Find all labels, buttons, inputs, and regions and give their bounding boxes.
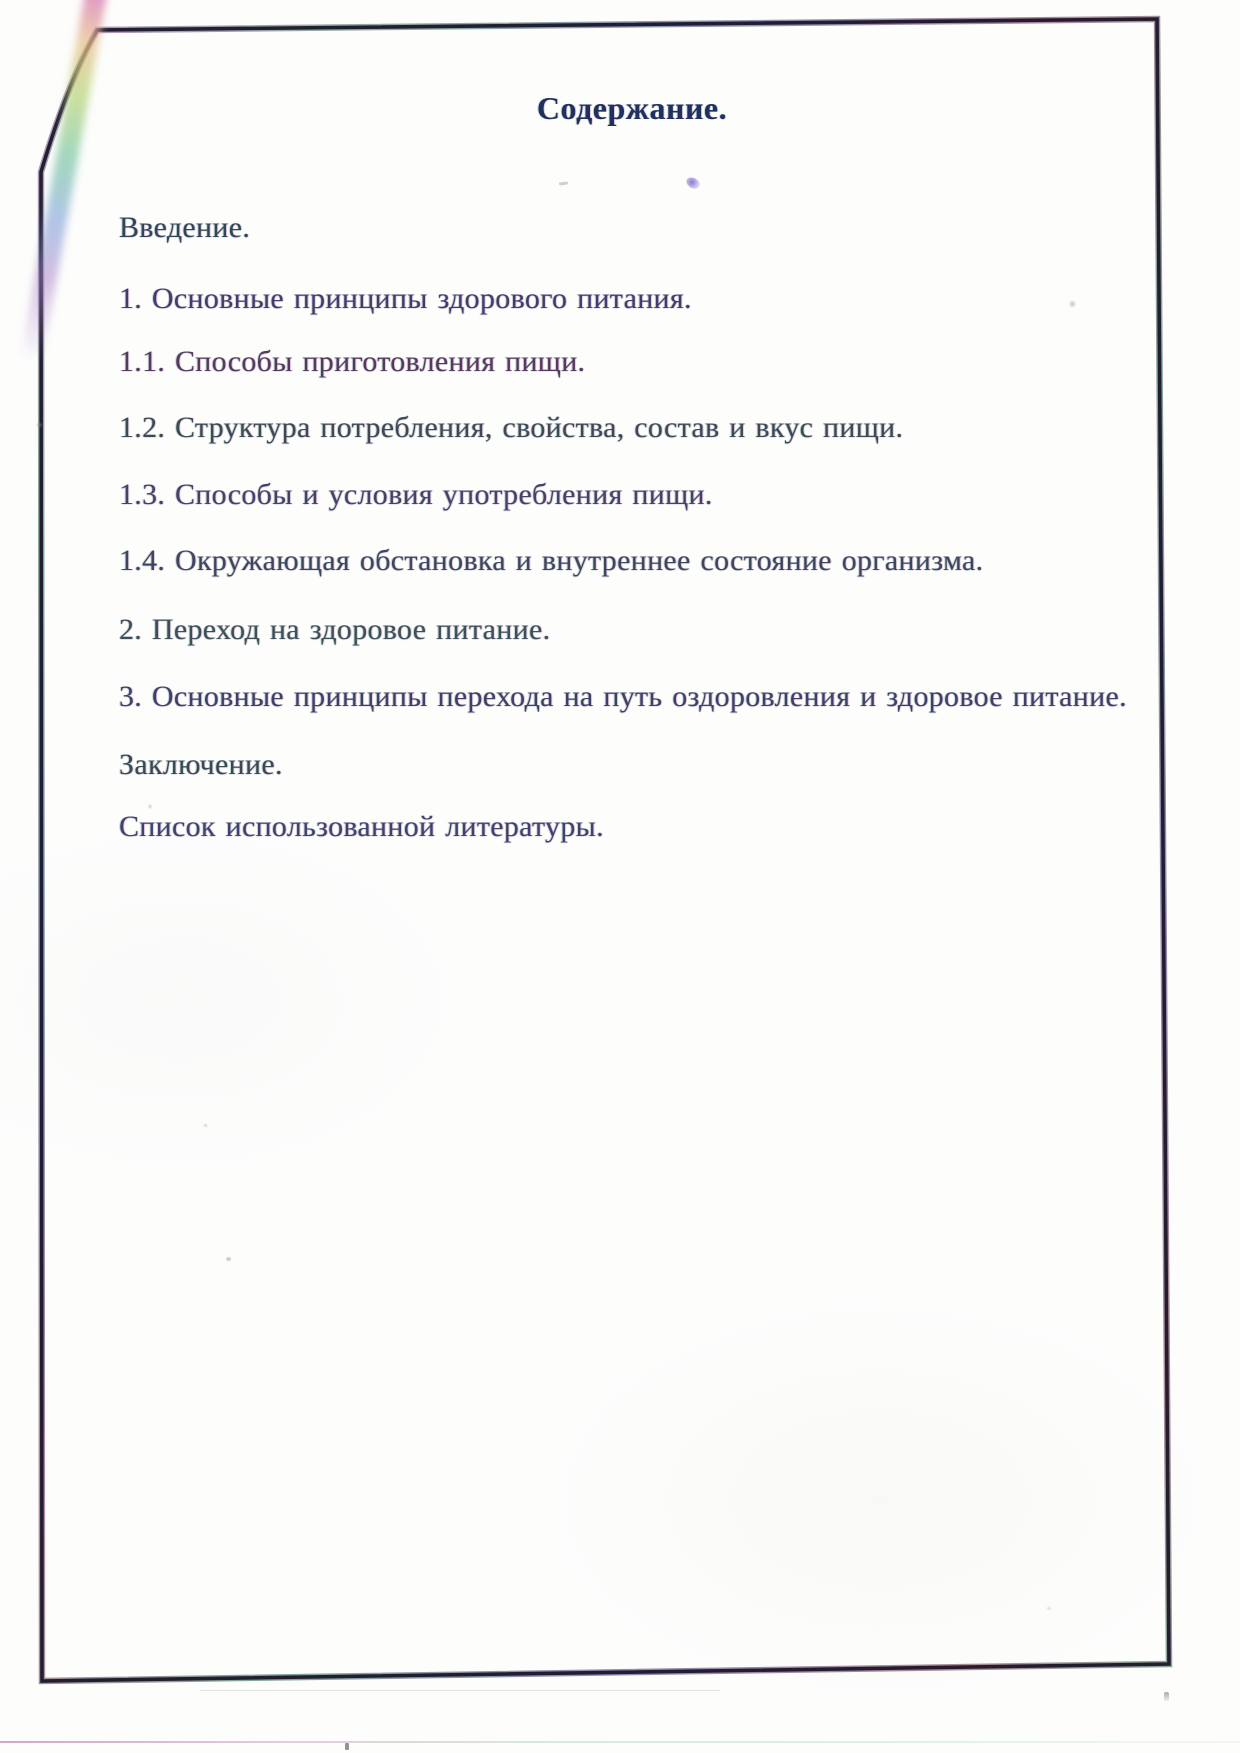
- toc-item-introduction: Введение.: [119, 211, 251, 244]
- toc-item-2: 2. Переход на здоровое питание.: [119, 613, 551, 646]
- page-title: Содержание.: [536, 90, 728, 126]
- toc-item-conclusion: Заключение.: [119, 748, 283, 781]
- toc-item-1-4: 1.4. Окружающая обстановка и внутреннее состояние организма.: [119, 544, 984, 577]
- toc-item-3: 3. Основные принципы перехода на путь оздоровления и здоровое питание.: [119, 680, 1127, 713]
- toc-item-1: 1. Основные принципы здорового питания.: [119, 282, 692, 315]
- toc-item-1-3: 1.3. Способы и условия употребления пищи.: [119, 478, 713, 511]
- toc-item-1-2: 1.2. Структура потребления, свойства, состав и вкус пищи.: [119, 411, 904, 444]
- toc-item-1-1: 1.1. Способы приготовления пищи.: [119, 345, 586, 378]
- toc-item-references: Список использованной литературы.: [119, 810, 604, 843]
